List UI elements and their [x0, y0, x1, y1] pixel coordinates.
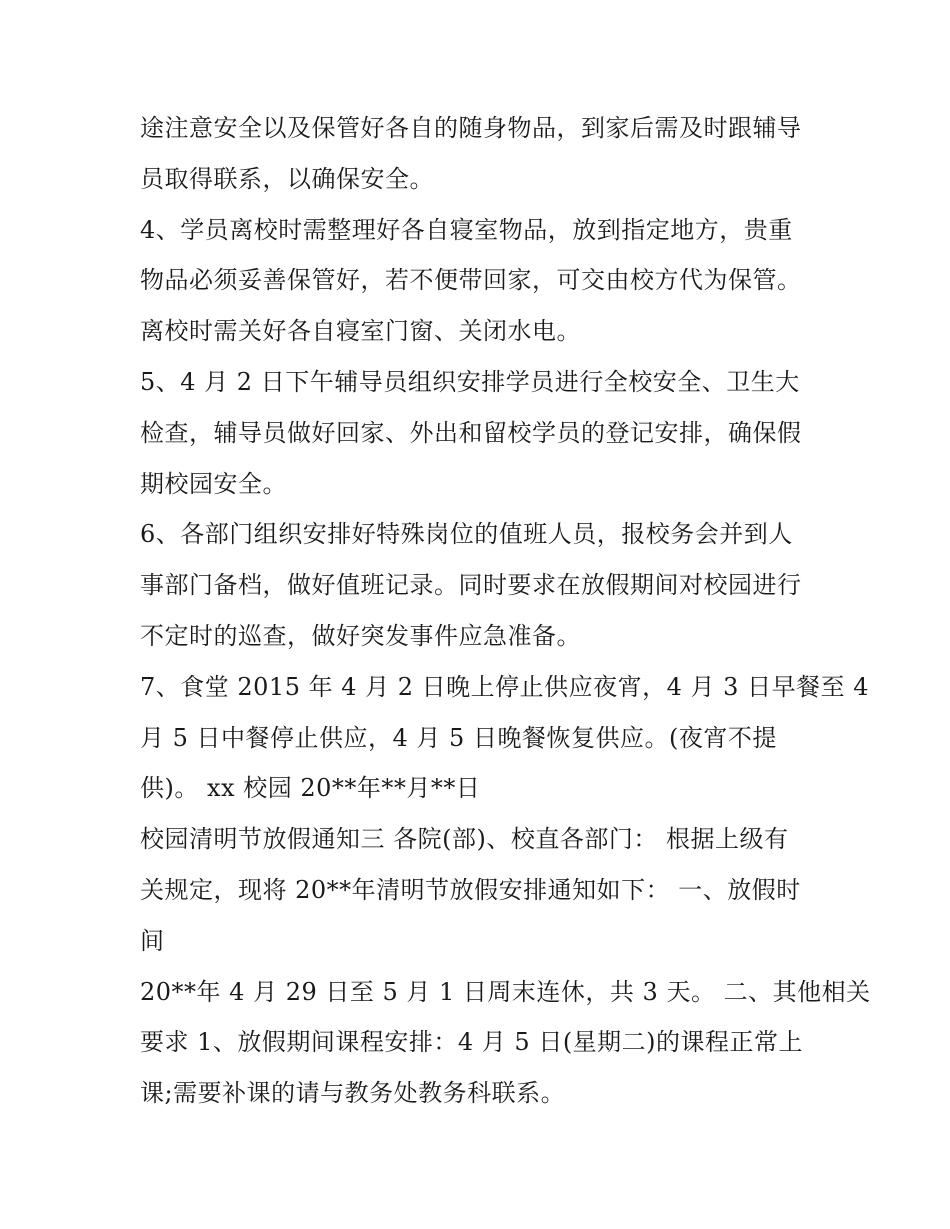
text-line: 5、4 月 2 日下午辅导员组织安排学员进行全校安全、卫生大 [140, 367, 800, 396]
text-line: 关规定，现将 20**年清明节放假安排通知如下： 一、放假时 [140, 875, 801, 904]
text-line: 20**年 4 月 29 日至 5 月 1 日周末连休，共 3 天。 二、其他相关 [140, 977, 871, 1006]
text-line: 途注意安全以及保管好各自的随身物品，到家后需及时跟辅导 [140, 114, 802, 142]
text-line: 要求 1、放假期间课程安排：4 月 5 日(星期二)的课程正常上 [140, 1028, 804, 1057]
text-line: 员取得联系，以确保安全。 [140, 164, 434, 193]
text-line: 间 [140, 926, 165, 955]
text-line: 4、学员离校时需整理好各自寝室物品，放到指定地方，贵重 [140, 215, 793, 244]
text-line: 离校时需关好各自寝室门窗、关闭水电。 [140, 317, 581, 346]
text-line: 月 5 日中餐停止供应，4 月 5 日晚餐恢复供应。(夜宵不提 [140, 723, 777, 752]
document-body [140, 103, 871, 1119]
text-line: 6、各部门组织安排好特殊岗位的值班人员，报校务会并到人 [140, 520, 793, 549]
text-line: 不定时的巡查，做好突发事件应急准备。 [140, 621, 581, 650]
text-line: 检查，辅导员做好回家、外出和留校学员的登记安排，确保假 [140, 418, 802, 447]
text-line: 供)。 xx 校园 20**年**月**日 [140, 774, 481, 803]
text-line: 物品必须妥善保管好，若不便带回家，可交由校方代为保管。 [140, 266, 802, 295]
text-line: 期校园安全。 [140, 469, 287, 498]
text-line: 课;需要补课的请与教务处教务科联系。 [140, 1079, 566, 1108]
text-line: 校园清明节放假通知三 各院(部)、校直各部门： 根据上级有 [140, 825, 789, 854]
text-line: 事部门备档，做好值班记录。同时要求在放假期间对校园进行 [140, 571, 802, 600]
text-line: 7、食堂 2015 年 4 月 2 日晚上停止供应夜宵，4 月 3 日早餐至 4 [140, 672, 869, 701]
